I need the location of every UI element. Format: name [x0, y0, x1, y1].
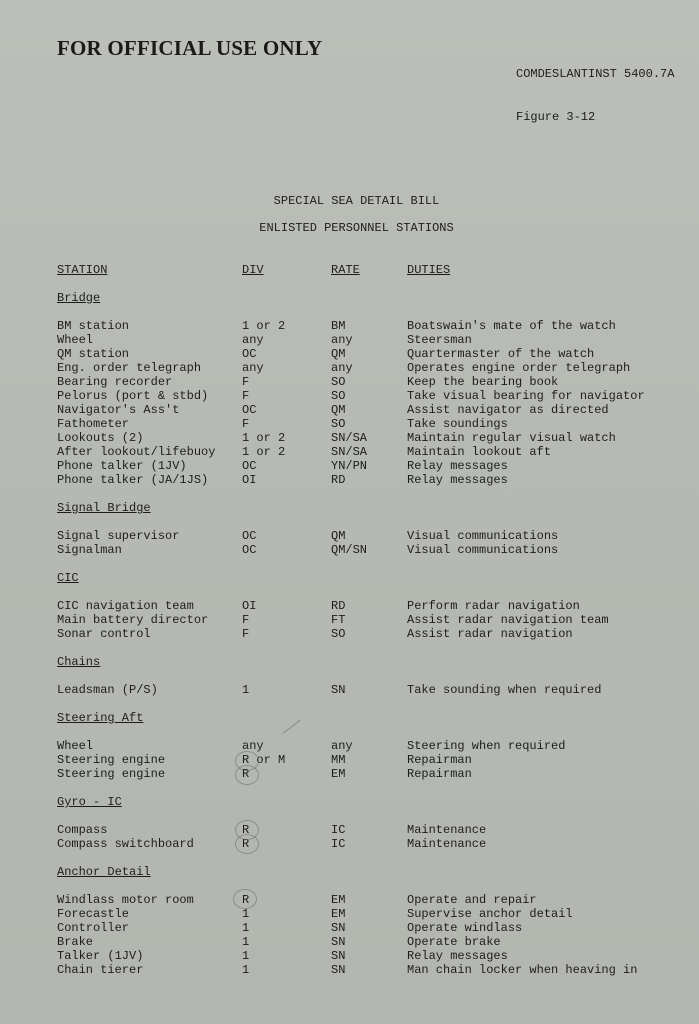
duties-cell: Man chain locker when heaving in	[407, 963, 638, 977]
div-cell: OC	[242, 543, 257, 557]
station-cell: Steering engine	[57, 753, 166, 767]
duties-cell: Supervise anchor detail	[407, 907, 573, 921]
div-cell: OC	[242, 529, 257, 543]
duties-cell: Maintenance	[407, 837, 487, 851]
rate-cell: any	[331, 739, 353, 753]
bill-title: SPECIAL SEA DETAIL BILL	[273, 194, 440, 208]
duties-cell: Take sounding when required	[407, 683, 602, 697]
station-cell: BM station	[57, 319, 130, 333]
station-cell: Forecastle	[57, 907, 130, 921]
table-row	[0, 949, 699, 963]
table-row	[0, 333, 699, 347]
table-row	[0, 753, 699, 767]
table-row	[0, 963, 699, 977]
rate-cell: FT	[331, 613, 346, 627]
table-row	[0, 907, 699, 921]
rate-cell: RD	[331, 599, 346, 613]
station-cell: Compass switchboard	[57, 837, 194, 851]
station-cell: Signalman	[57, 543, 122, 557]
duties-cell: Steersman	[407, 333, 472, 347]
station-cell: Leadsman (P/S)	[57, 683, 158, 697]
table-row	[0, 459, 699, 473]
section-heading: Bridge	[57, 291, 101, 305]
div-cell: OC	[242, 347, 257, 361]
div-cell: R	[242, 837, 250, 851]
duties-cell: Keep the bearing book	[407, 375, 559, 389]
duties-cell: Assist radar navigation	[407, 627, 573, 641]
rate-cell: any	[331, 333, 353, 347]
table-row	[0, 431, 699, 445]
station-cell: Brake	[57, 935, 94, 949]
duties-cell: Operate brake	[407, 935, 501, 949]
station-cell: QM station	[57, 347, 130, 361]
table-row	[0, 375, 699, 389]
table-row	[0, 627, 699, 641]
table-row	[0, 347, 699, 361]
duties-cell: Maintain regular visual watch	[407, 431, 616, 445]
table-row	[0, 739, 699, 753]
rate-cell: QM	[331, 403, 346, 417]
div-cell: R	[242, 767, 250, 781]
table-row	[0, 767, 699, 781]
duties-cell: Steering when required	[407, 739, 566, 753]
station-cell: Talker (1JV)	[57, 949, 144, 963]
duties-cell: Assist navigator as directed	[407, 403, 609, 417]
station-cell: Chain tierer	[57, 963, 144, 977]
figure-label: Figure 3-12	[516, 110, 596, 124]
table-row	[0, 823, 699, 837]
pencil-stroke-mark	[283, 720, 301, 734]
duties-cell: Boatswain's mate of the watch	[407, 319, 616, 333]
table-row	[0, 683, 699, 697]
rate-cell: SN/SA	[331, 431, 368, 445]
rate-cell: SN	[331, 949, 346, 963]
pencil-circle-mark	[233, 889, 257, 909]
div-cell: 1	[242, 921, 250, 935]
duties-cell: Operates engine order telegraph	[407, 361, 631, 375]
station-cell: Navigator's Ass't	[57, 403, 180, 417]
duties-cell: Maintain lookout aft	[407, 445, 552, 459]
div-cell: F	[242, 375, 250, 389]
div-cell: 1	[242, 683, 250, 697]
rate-cell: SO	[331, 417, 346, 431]
div-cell: OI	[242, 599, 257, 613]
div-cell: R or M	[242, 753, 286, 767]
station-cell: Main battery director	[57, 613, 209, 627]
div-cell: R	[242, 893, 250, 907]
rate-cell: RD	[331, 473, 346, 487]
rate-cell: EM	[331, 907, 346, 921]
div-cell: OI	[242, 473, 257, 487]
station-cell: Wheel	[57, 333, 94, 347]
div-cell: OC	[242, 403, 257, 417]
section-heading: Signal Bridge	[57, 501, 151, 515]
div-cell: F	[242, 627, 250, 641]
table-row	[0, 837, 699, 851]
station-cell: Pelorus (port & stbd)	[57, 389, 209, 403]
rate-cell: SO	[331, 375, 346, 389]
section-heading: Gyro - IC	[57, 795, 122, 809]
div-cell: R	[242, 823, 250, 837]
div-cell: 1 or 2	[242, 445, 286, 459]
table-row	[0, 543, 699, 557]
rate-cell: SN	[331, 683, 346, 697]
table-row	[0, 319, 699, 333]
duties-cell: Operate windlass	[407, 921, 523, 935]
table-row	[0, 893, 699, 907]
station-cell: Phone talker (JA/1JS)	[57, 473, 209, 487]
duties-cell: Perform radar navigation	[407, 599, 580, 613]
rate-cell: QM	[331, 529, 346, 543]
rate-cell: IC	[331, 837, 346, 851]
table-row	[0, 599, 699, 613]
duties-cell: Quartermaster of the watch	[407, 347, 595, 361]
rate-cell: SN	[331, 921, 346, 935]
duties-cell: Repairman	[407, 767, 472, 781]
station-cell: Phone talker (1JV)	[57, 459, 187, 473]
station-cell: Bearing recorder	[57, 375, 173, 389]
column-header-div: DIV	[242, 263, 264, 277]
table-row	[0, 473, 699, 487]
station-cell: Steering engine	[57, 767, 166, 781]
instruction-number: COMDESLANTINST 5400.7A	[516, 67, 675, 81]
station-cell: Sonar control	[57, 627, 151, 641]
rate-cell: QM	[331, 347, 346, 361]
duties-cell: Relay messages	[407, 949, 508, 963]
pencil-circle-mark	[235, 765, 259, 785]
station-cell: Fathometer	[57, 417, 130, 431]
div-cell: 1	[242, 907, 250, 921]
div-cell: 1 or 2	[242, 319, 286, 333]
pencil-circle-mark	[235, 834, 259, 854]
station-cell: After lookout/lifebuoy	[57, 445, 216, 459]
section-heading: Chains	[57, 655, 101, 669]
div-cell: F	[242, 389, 250, 403]
rate-cell: QM/SN	[331, 543, 368, 557]
station-cell: Wheel	[57, 739, 94, 753]
div-cell: 1 or 2	[242, 431, 286, 445]
table-row	[0, 403, 699, 417]
duties-cell: Relay messages	[407, 473, 508, 487]
rate-cell: MM	[331, 753, 346, 767]
rate-cell: EM	[331, 893, 346, 907]
duties-cell: Take soundings	[407, 417, 508, 431]
station-cell: Eng. order telegraph	[57, 361, 202, 375]
div-cell: OC	[242, 459, 257, 473]
column-header-duties: DUTIES	[407, 263, 451, 277]
duties-cell: Assist radar navigation team	[407, 613, 609, 627]
station-cell: Compass	[57, 823, 108, 837]
rate-cell: EM	[331, 767, 346, 781]
div-cell: 1	[242, 949, 250, 963]
duties-cell: Visual communications	[407, 529, 559, 543]
section-heading: CIC	[57, 571, 79, 585]
table-row	[0, 935, 699, 949]
station-cell: Lookouts (2)	[57, 431, 144, 445]
div-cell: 1	[242, 935, 250, 949]
rate-cell: YN/PN	[331, 459, 368, 473]
rate-cell: SN/SA	[331, 445, 368, 459]
rate-cell: SO	[331, 627, 346, 641]
div-cell: any	[242, 333, 264, 347]
table-row	[0, 389, 699, 403]
duties-cell: Visual communications	[407, 543, 559, 557]
station-cell: Windlass motor room	[57, 893, 194, 907]
bill-subtitle: ENLISTED PERSONNEL STATIONS	[259, 221, 454, 235]
classification-banner: FOR OFFICIAL USE ONLY	[57, 36, 323, 60]
rate-cell: SO	[331, 389, 346, 403]
section-heading: Anchor Detail	[57, 865, 151, 879]
div-cell: F	[242, 417, 250, 431]
station-cell: Signal supervisor	[57, 529, 180, 543]
table-row	[0, 445, 699, 459]
rate-cell: BM	[331, 319, 346, 333]
table-row	[0, 417, 699, 431]
table-row	[0, 529, 699, 543]
div-cell: any	[242, 361, 264, 375]
div-cell: F	[242, 613, 250, 627]
duties-cell: Take visual bearing for navigator	[407, 389, 645, 403]
rate-cell: IC	[331, 823, 346, 837]
station-cell: CIC navigation team	[57, 599, 194, 613]
rate-cell: SN	[331, 935, 346, 949]
station-cell: Controller	[57, 921, 130, 935]
duties-cell: Repairman	[407, 753, 472, 767]
div-cell: any	[242, 739, 264, 753]
section-heading: Steering Aft	[57, 711, 144, 725]
table-row	[0, 921, 699, 935]
duties-cell: Maintenance	[407, 823, 487, 837]
table-row	[0, 361, 699, 375]
column-header-rate: RATE	[331, 263, 360, 277]
table-row	[0, 613, 699, 627]
duties-cell: Relay messages	[407, 459, 508, 473]
div-cell: 1	[242, 963, 250, 977]
rate-cell: SN	[331, 963, 346, 977]
rate-cell: any	[331, 361, 353, 375]
column-header-station: STATION	[57, 263, 108, 277]
duties-cell: Operate and repair	[407, 893, 537, 907]
